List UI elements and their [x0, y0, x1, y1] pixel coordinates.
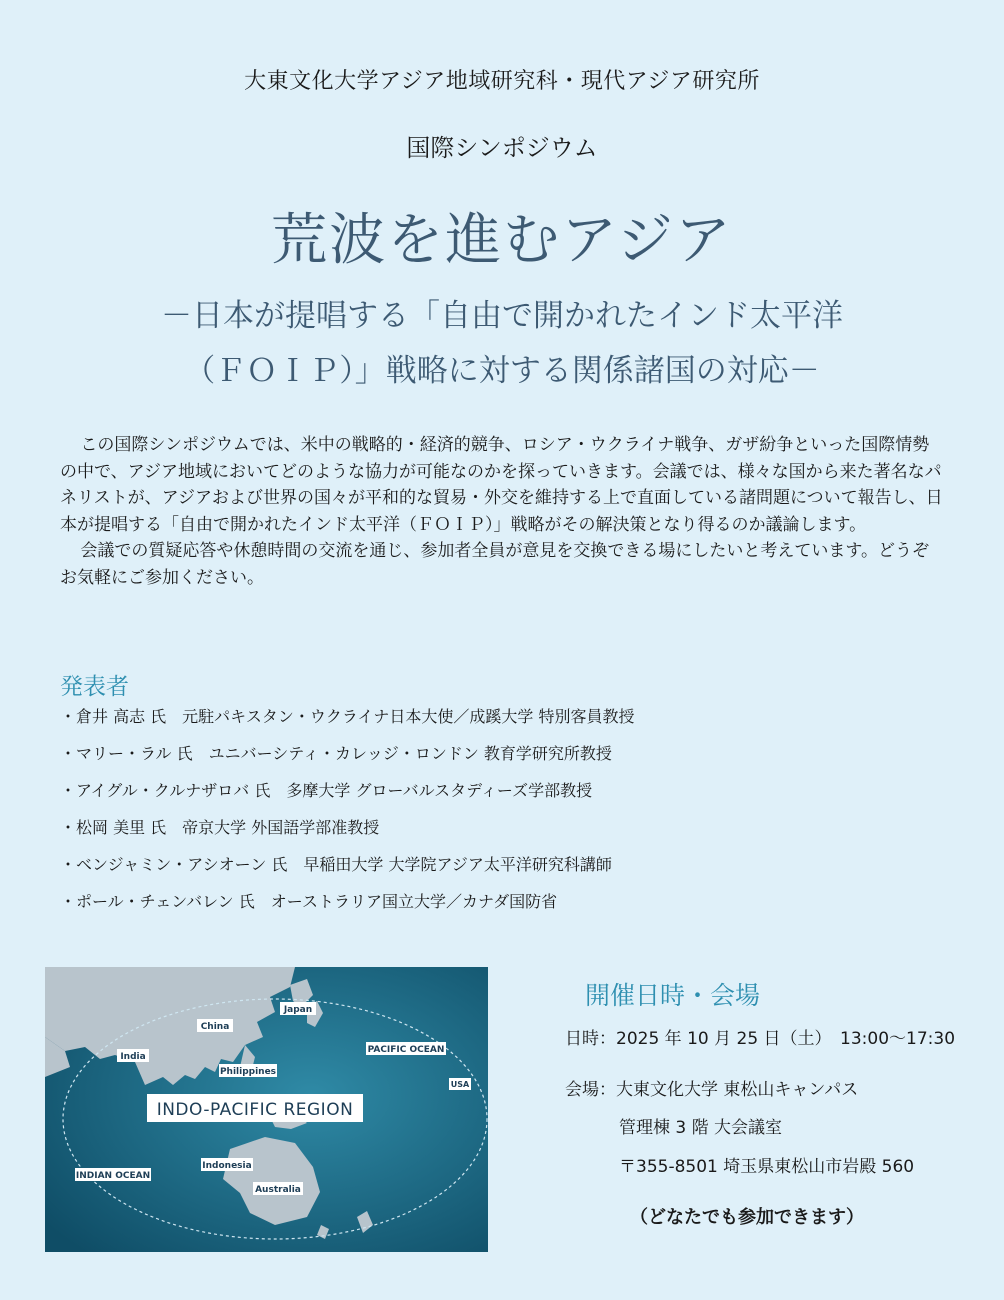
venue-line-1: 会場：大東文化大学 東松山キャンパス: [565, 1080, 859, 1100]
intro-paragraph-1: この国際シンポジウムでは、米中の戦略的・経済的競争、ロシア・ウクライナ戦争、ガザ紛争といった国際情勢の中で、アジア地域においてどのような協力が可能なのかを探っていきます。会議では、様々な国から来た著名なパネリストが、アジアおよび世界の国々が平和的な貿易・外交を維持する上で直面している諸問題について報告し、日本が提唱する「自由で開かれたインド太平洋（ＦＯＩＰ）」戦略がその解決策となり得るのか議論します。: [60, 435, 943, 535]
venue-heading: 開催日時・会場: [585, 981, 761, 1010]
page-title: 荒波を進むアジア: [271, 208, 733, 273]
speaker-item: ・松岡 美里 氏 帝京大学 外国語学部准教授: [60, 818, 380, 837]
map-label-region: [147, 1094, 363, 1122]
svg-text:Australia: Australia: [255, 1185, 301, 1195]
subtitle-line-2: （ＦＯＩＰ）」戦略に対する関係諸国の対応－: [184, 353, 820, 389]
organizer-name: 大東文化大学アジア地域研究科・現代アジア研究所: [244, 69, 760, 94]
svg-text:PACIFIC OCEAN: PACIFIC OCEAN: [367, 1045, 445, 1055]
svg-text:India: India: [120, 1052, 146, 1062]
intro-text: [60, 432, 946, 591]
venue-address: 〒355-8501 埼玉県東松山市岩殿 560: [619, 1157, 915, 1177]
svg-text:INDO-PACIFIC REGION: INDO-PACIFIC REGION: [156, 1100, 354, 1120]
svg-text:China: China: [200, 1022, 230, 1032]
svg-text:Indonesia: Indonesia: [202, 1161, 252, 1171]
speakers-list: [60, 704, 634, 926]
speaker-item: ・アイグル・クルナザロバ 氏 多摩大学 グローバルスタディーズ学部教授: [60, 781, 593, 800]
indo-pacific-map: [45, 967, 488, 1252]
speaker-item: ・マリー・ラル 氏 ユニバーシティ・カレッジ・ロンドン 教育学研究所教授: [60, 744, 612, 763]
map-label-usa: [449, 1078, 471, 1090]
event-date: 日時：2025 年 10 月 25 日（土） 13:00～17:30: [565, 1029, 956, 1049]
speaker-item: ・ポール・チェンバレン 氏 オーストラリア国立大学／カナダ国防省: [60, 892, 558, 911]
map-label-australia: [253, 1182, 303, 1195]
map-label-indian-ocean: [75, 1168, 151, 1181]
map-label-philippines: [219, 1064, 277, 1077]
map-label-india: [117, 1049, 149, 1062]
map-label-china: [197, 1019, 233, 1032]
svg-text:Philippines: Philippines: [219, 1067, 277, 1077]
intro-paragraph-2: 会議での質疑応答や休憩時間の交流を通じ、参加者全員が意見を交換できる場にしたいと考えています。どうぞお気軽にご参加ください。: [60, 541, 930, 588]
speaker-item: ・倉井 高志 氏 元駐パキスタン・ウクライナ日本大使／成蹊大学 特別客員教授: [60, 707, 635, 726]
event-type: 国際シンポジウム: [406, 134, 598, 162]
map-label-pacific-ocean: [366, 1042, 446, 1055]
open-to-all-note: （どなたでも参加できます）: [630, 1207, 864, 1228]
speakers-heading: 発表者: [60, 674, 129, 700]
svg-text:INDIAN OCEAN: INDIAN OCEAN: [75, 1171, 151, 1181]
venue-line-2: 管理棟 3 階 大会議室: [619, 1118, 783, 1138]
svg-text:Japan: Japan: [283, 1005, 313, 1015]
map-label-indonesia: [201, 1158, 253, 1171]
subtitle-line-1: －日本が提唱する「自由で開かれたインド太平洋: [161, 298, 843, 334]
map-label-japan: [280, 1002, 316, 1015]
svg-text:USA: USA: [450, 1080, 470, 1089]
speaker-item: ・ベンジャミン・アシオーン 氏 早稲田大学 大学院アジア太平洋研究科講師: [60, 855, 612, 874]
